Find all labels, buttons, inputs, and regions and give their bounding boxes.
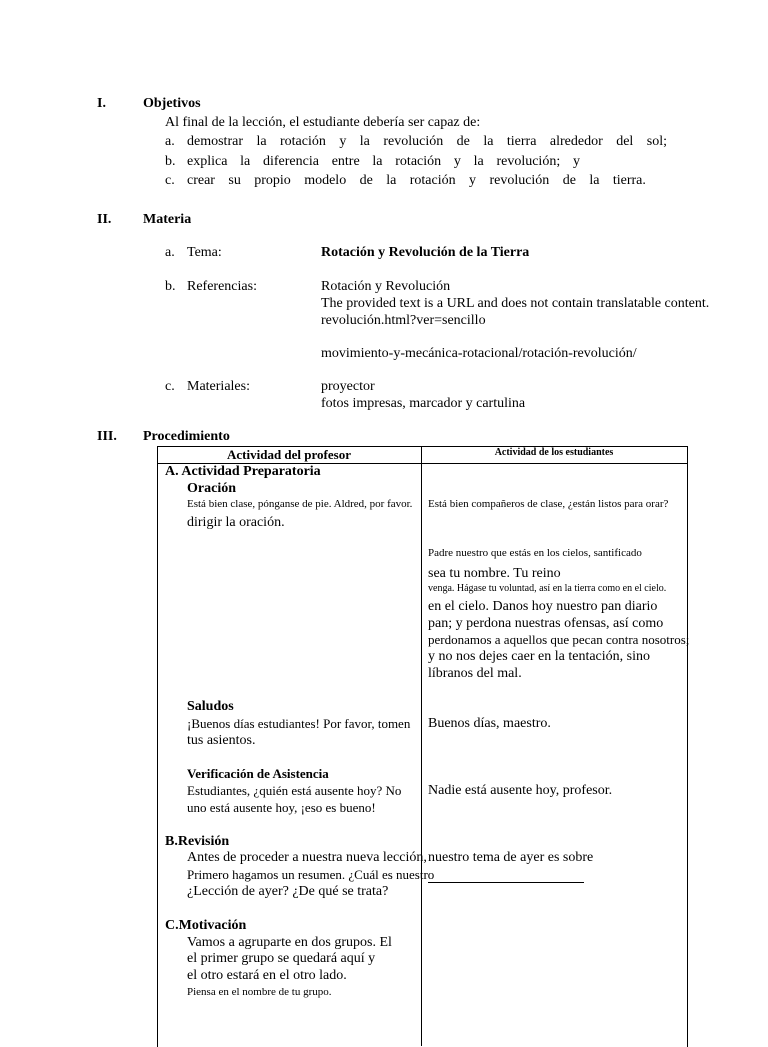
preparatory-activity-heading: A. Actividad Preparatoria — [165, 464, 321, 479]
objective-word: sol; — [646, 134, 667, 149]
objective-word: y — [339, 134, 347, 149]
tema-label: Tema: — [187, 245, 222, 260]
revision-teacher-text: Antes de proceder a nuestra nueva lección, — [187, 850, 427, 865]
objective-word: la — [483, 134, 494, 149]
objective-word: entre — [331, 154, 360, 169]
oracion-teacher-text: dirigir la oración. — [187, 515, 285, 530]
motivacion-heading: C.Motivación — [165, 918, 247, 933]
objective-word: la — [473, 154, 484, 169]
objective-word: rotación — [280, 134, 326, 149]
objective-word: la — [386, 173, 397, 188]
section-2-title: Materia — [143, 212, 192, 227]
students-column-header: Actividad de los estudiantes — [494, 447, 614, 458]
objective-c-text — [187, 174, 646, 188]
objective-word: propio — [254, 173, 291, 188]
saludos-student-text: Buenos días, maestro. — [428, 716, 551, 731]
motivacion-teacher-text: Vamos a agruparte en dos grupos. El — [187, 935, 392, 950]
objective-word: diferencia — [263, 154, 319, 169]
referencias-label: Referencias: — [187, 279, 257, 294]
motivacion-teacher-text: el primer grupo se quedará aquí y — [187, 951, 376, 966]
asistencia-teacher-text: uno está ausente hoy, ¡eso es bueno! — [187, 800, 376, 815]
materiales-letter: c. — [165, 379, 175, 394]
objective-word: rotación — [409, 173, 456, 188]
objective-b-text — [187, 155, 580, 169]
section-1-title: Objetivos — [143, 96, 201, 111]
saludos-teacher-text: tus asientos. — [187, 733, 256, 748]
prayer-line: sea tu nombre. Tu reino — [428, 566, 561, 581]
prayer-line: venga. Hágase tu voluntad, así en la tierra como en el cielo. — [428, 583, 667, 594]
revision-student-text: nuestro tema de ayer es sobre — [428, 850, 594, 865]
objective-b-letter: b. — [165, 154, 176, 169]
objective-word: la — [359, 134, 370, 149]
objective-word: de — [456, 134, 470, 149]
section-1-numeral: I. — [97, 96, 106, 111]
objective-word: alrededor — [549, 134, 603, 149]
prayer-line: pan; y perdona nuestras ofensas, así como — [428, 616, 664, 631]
objective-word: revolución — [489, 173, 550, 188]
section-3-title: Procedimiento — [143, 429, 230, 444]
objective-word: crear — [187, 173, 215, 188]
oracion-heading: Oración — [187, 481, 236, 496]
tema-letter: a. — [165, 245, 175, 260]
asistencia-teacher-text: Estudiantes, ¿quién está ausente hoy? No — [187, 783, 402, 798]
revision-teacher-text: ¿Lección de ayer? ¿De qué se trata? — [187, 884, 389, 899]
saludos-heading: Saludos — [187, 699, 234, 714]
objective-word: la — [589, 173, 600, 188]
objective-word: explica — [187, 154, 228, 169]
objective-word: demostrar — [187, 134, 243, 149]
asistencia-heading: Verificación de Asistencia — [187, 766, 329, 781]
prayer-line: y no nos dejes caer en la tentación, sino — [428, 649, 650, 664]
material-line: proyector — [321, 379, 375, 394]
reference-line: movimiento-y-mecánica-rotacional/rotación-revolución/ — [321, 346, 637, 361]
section-3-numeral: III. — [97, 429, 117, 444]
revision-heading: B.Revisión — [165, 834, 230, 849]
objective-c-letter: c. — [165, 173, 175, 188]
objective-word: y — [453, 154, 461, 169]
objective-a-letter: a. — [165, 134, 175, 149]
objective-word: la — [372, 154, 383, 169]
objective-word: de — [359, 173, 373, 188]
objective-word: la — [256, 134, 267, 149]
materiales-label: Materiales: — [187, 379, 250, 394]
objective-word: modelo — [304, 173, 347, 188]
prayer-line: en el cielo. Danos hoy nuestro pan diario — [428, 599, 658, 614]
prayer-line: Padre nuestro que estás en los cielos, santificado — [428, 547, 642, 559]
oracion-teacher-text: Está bien clase, pónganse de pie. Aldred, por favor. — [187, 498, 413, 510]
revision-teacher-text: Primero hagamos un resumen. ¿Cuál es nuestro — [187, 867, 435, 882]
section-2-numeral: II. — [97, 212, 112, 227]
objective-word: tierra. — [612, 173, 646, 188]
prayer-line: líbranos del mal. — [428, 666, 522, 681]
asistencia-student-text: Nadie está ausente hoy, profesor. — [428, 783, 613, 798]
saludos-teacher-text: ¡Buenos días estudiantes! Por favor, tomen — [187, 716, 411, 731]
reference-line: Rotación y Revolución — [321, 279, 451, 294]
tema-value: Rotación y Revolución de la Tierra — [321, 245, 530, 260]
objective-word: tierra — [506, 134, 537, 149]
objective-word: rotación — [395, 154, 442, 169]
referencias-letter: b. — [165, 279, 176, 294]
objective-word: revolución; — [496, 154, 561, 169]
motivacion-teacher-text: Piensa en el nombre de tu grupo. — [187, 986, 332, 998]
objective-word: de — [562, 173, 576, 188]
material-line: fotos impresas, marcador y cartulina — [321, 396, 526, 411]
objective-word: revolución — [383, 134, 444, 149]
table-column-divider — [421, 446, 422, 1046]
teacher-column-header: Actividad del profesor — [227, 447, 351, 462]
objective-word: su — [228, 173, 241, 188]
reference-line: revolución.html?ver=sencillo — [321, 313, 486, 328]
objectives-intro: Al final de la lección, el estudiante debería ser capaz de: — [165, 115, 481, 130]
objective-word: y — [572, 154, 580, 169]
prayer-line: perdonamos a aquellos que pecan contra nosotros; — [428, 632, 690, 647]
reference-line: The provided text is a URL and does not contain translatable content. — [321, 296, 710, 311]
answer-blank-line — [428, 882, 584, 883]
objective-word: la — [240, 154, 251, 169]
motivacion-teacher-text: el otro estará en el otro lado. — [187, 968, 347, 983]
objective-word: del — [616, 134, 634, 149]
objective-word: y — [469, 173, 477, 188]
objective-a-text — [187, 135, 667, 149]
oracion-student-text: Está bien compañeros de clase, ¿están listos para orar? — [428, 498, 669, 510]
